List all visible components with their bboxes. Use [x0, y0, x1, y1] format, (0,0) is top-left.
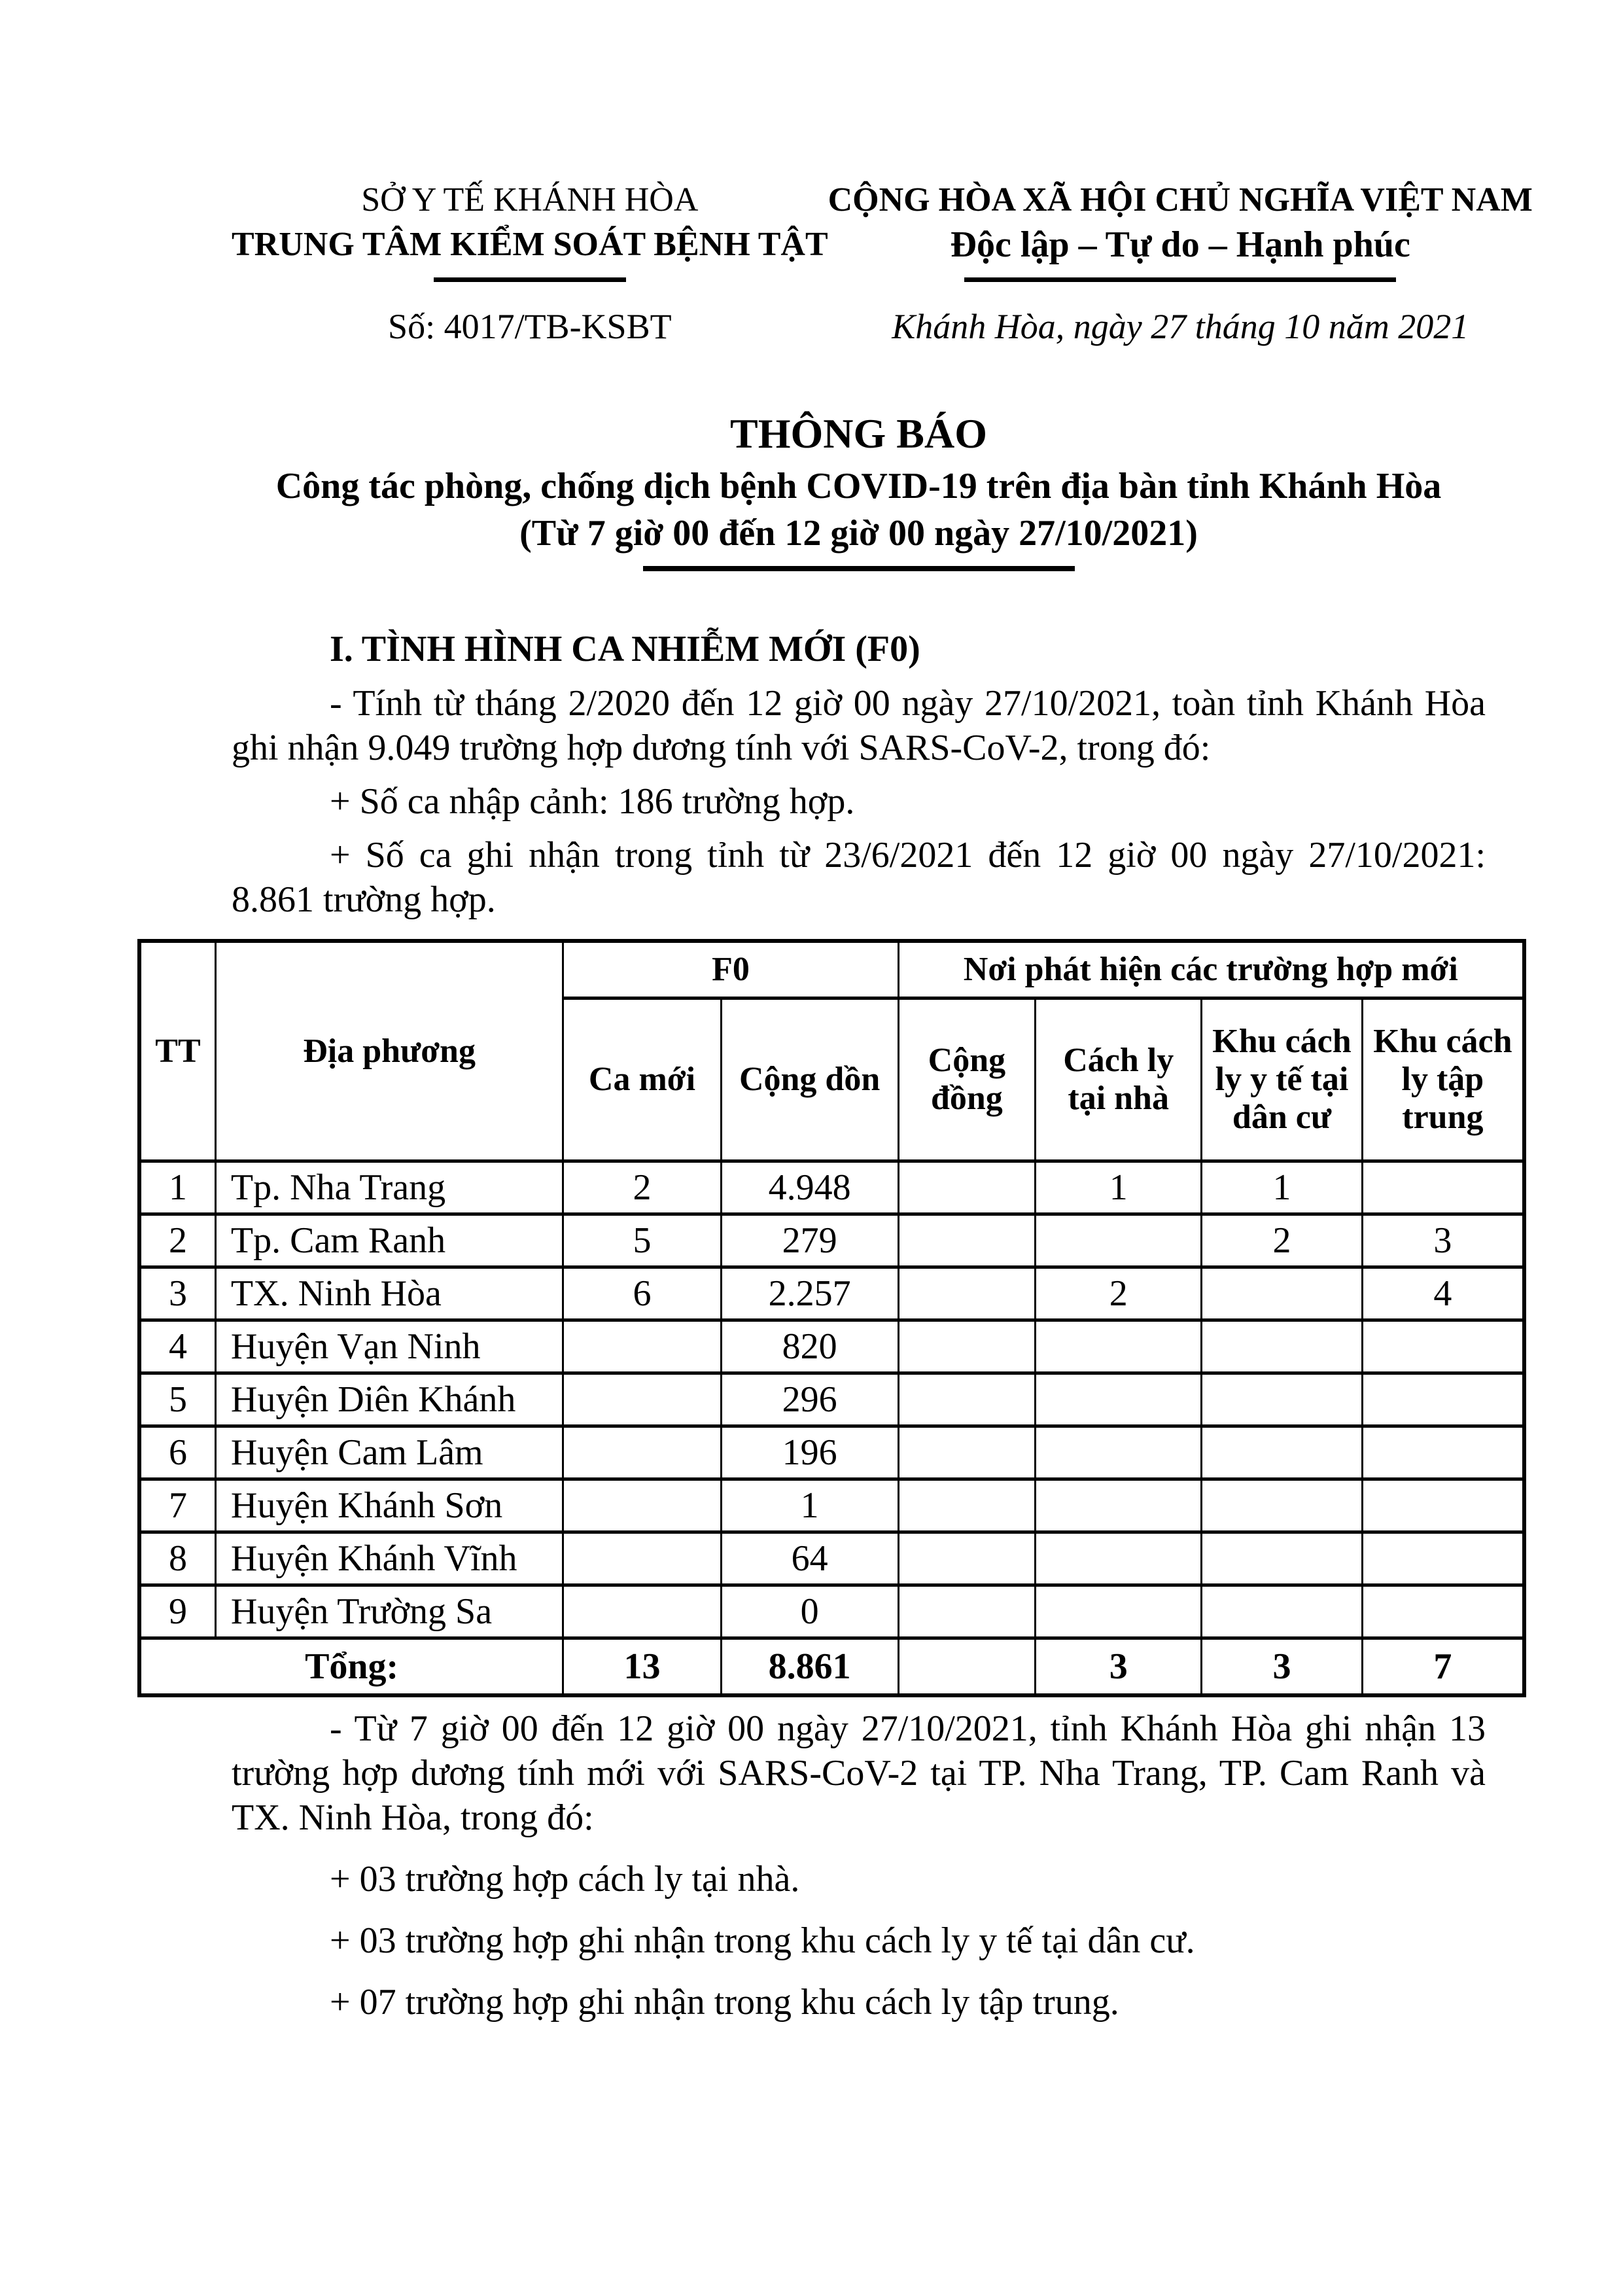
value-cell [898, 1161, 1036, 1214]
national-motto: Độc lập – Tự do – Hạnh phúc [950, 224, 1410, 265]
value-cell [563, 1426, 721, 1479]
value-cell [1036, 1532, 1202, 1585]
value-cell [1362, 1373, 1524, 1426]
value-cell [1362, 1532, 1524, 1585]
table-row [139, 1214, 1524, 1267]
value-cell [898, 1267, 1036, 1320]
national-header-block [828, 178, 1533, 347]
title-block [232, 408, 1486, 571]
district-cell: Huyện Vạn Ninh [215, 1320, 563, 1373]
column-header-concentrated-quarantine: Khu cách ly tập trung [1362, 998, 1524, 1161]
value-cell [898, 1320, 1036, 1373]
column-header-new-cases: Ca mới [563, 998, 721, 1161]
value-cell: 2 [1036, 1267, 1202, 1320]
value-cell [898, 1532, 1036, 1585]
value-cell: 4.948 [721, 1161, 898, 1214]
table-row [139, 1585, 1524, 1638]
district-cell: Huyện Khánh Sơn [215, 1479, 563, 1532]
value-cell: 2.257 [721, 1267, 898, 1320]
value-cell [1202, 1320, 1363, 1373]
row-index-cell: 1 [139, 1161, 215, 1214]
total-concentrated-quarantine: 7 [1362, 1638, 1524, 1696]
total-label: Tổng: [139, 1638, 563, 1696]
value-cell [898, 1373, 1036, 1426]
row-index-cell: 4 [139, 1320, 215, 1373]
table-row [139, 1320, 1524, 1373]
row-index-cell: 5 [139, 1373, 215, 1426]
total-new-cases: 13 [563, 1638, 721, 1696]
section-1-bullet-imported: + Số ca nhập cảnh: 186 trường hợp. [330, 781, 855, 822]
value-cell: 196 [721, 1426, 898, 1479]
column-group-f0: F0 [563, 941, 898, 998]
agency-underline [434, 277, 626, 282]
value-cell: 6 [563, 1267, 721, 1320]
value-cell [1202, 1267, 1363, 1320]
row-index-cell: 7 [139, 1479, 215, 1532]
column-header-district: Địa phương [215, 941, 563, 1161]
value-cell: 64 [721, 1532, 898, 1585]
value-cell [1362, 1585, 1524, 1638]
value-cell [1036, 1479, 1202, 1532]
district-cell: Huyện Cam Lâm [215, 1426, 563, 1479]
column-header-home-quarantine: Cách ly tại nhà [1036, 998, 1202, 1161]
district-cell: Tp. Nha Trang [215, 1161, 563, 1214]
value-cell [898, 1214, 1036, 1267]
row-index-cell: 6 [139, 1426, 215, 1479]
value-cell [1036, 1373, 1202, 1426]
row-index-cell: 9 [139, 1585, 215, 1638]
value-cell [1036, 1426, 1202, 1479]
national-title: CỘNG HÒA XÃ HỘI CHỦ NGHĨA VIỆT NAM [828, 181, 1533, 219]
section-1-bullet-local: + Số ca ghi nhận trong tỉnh từ 23/6/2021 đến 12 giờ 00 ngày 27/10/2021: 8.861 trường hợp. [232, 835, 1486, 920]
district-cell: TX. Ninh Hòa [215, 1267, 563, 1320]
value-cell [1202, 1426, 1363, 1479]
value-cell [1036, 1320, 1202, 1373]
column-header-medical-quarantine-area: Khu cách ly y tế tại dân cư [1202, 998, 1363, 1161]
row-index-cell: 2 [139, 1214, 215, 1267]
value-cell: 2 [1202, 1214, 1363, 1267]
value-cell [1202, 1532, 1363, 1585]
value-cell [1036, 1214, 1202, 1267]
row-index-cell: 8 [139, 1532, 215, 1585]
value-cell [1036, 1585, 1202, 1638]
value-cell: 279 [721, 1214, 898, 1267]
value-cell: 820 [721, 1320, 898, 1373]
value-cell [563, 1373, 721, 1426]
motto-underline [964, 277, 1396, 282]
agency-parent-name: SỞ Y TẾ KHÁNH HÒA [361, 181, 699, 219]
value-cell [1202, 1585, 1363, 1638]
table-body [139, 1161, 1524, 1638]
table-row [139, 1161, 1524, 1214]
summary-bullet-concentrated: + 07 trường hợp ghi nhận trong khu cách ly tập trung. [330, 1982, 1119, 2022]
value-cell: 3 [1362, 1214, 1524, 1267]
row-index-cell: 3 [139, 1267, 215, 1320]
total-cumulative: 8.861 [721, 1638, 898, 1696]
value-cell [1362, 1161, 1524, 1214]
report-period: (Từ 7 giờ 00 đến 12 giờ 00 ngày 27/10/2021) [519, 513, 1198, 554]
table-row [139, 1373, 1524, 1426]
title-underline [643, 566, 1075, 571]
value-cell: 1 [1036, 1161, 1202, 1214]
column-header-tt: TT [139, 941, 215, 1161]
section-1-paragraph: - Tính từ tháng 2/2020 đến 12 giờ 00 ngày 27/10/2021, toàn tỉnh Khánh Hòa ghi nhận 9.049 trường hợp dương tính với SARS-CoV-2, trong đó: [232, 683, 1486, 768]
value-cell [563, 1532, 721, 1585]
column-header-community: Cộng đồng [898, 998, 1036, 1161]
value-cell [563, 1479, 721, 1532]
value-cell: 1 [721, 1479, 898, 1532]
table-row [139, 1532, 1524, 1585]
covid-cases-table [137, 939, 1526, 1697]
document-header [232, 178, 1533, 347]
total-community [898, 1638, 1036, 1696]
table-footer [139, 1638, 1524, 1696]
document-number: Số: 4017/TB-KSBT [388, 307, 672, 346]
value-cell [898, 1479, 1036, 1532]
value-cell [1362, 1426, 1524, 1479]
value-cell [898, 1426, 1036, 1479]
district-cell: Tp. Cam Ranh [215, 1214, 563, 1267]
value-cell: 296 [721, 1373, 898, 1426]
value-cell [563, 1585, 721, 1638]
value-cell [1362, 1479, 1524, 1532]
district-cell: Huyện Diên Khánh [215, 1373, 563, 1426]
total-home-quarantine: 3 [1036, 1638, 1202, 1696]
district-cell: Huyện Trường Sa [215, 1585, 563, 1638]
value-cell [563, 1320, 721, 1373]
district-cell: Huyện Khánh Vĩnh [215, 1532, 563, 1585]
table-header-group-row [139, 941, 1524, 998]
value-cell: 0 [721, 1585, 898, 1638]
total-medical-quarantine: 3 [1202, 1638, 1363, 1696]
column-header-cumulative: Cộng dồn [721, 998, 898, 1161]
summary-paragraph: - Từ 7 giờ 00 đến 12 giờ 00 ngày 27/10/2021, tỉnh Khánh Hòa ghi nhận 13 trường hợp dương tính mới với SARS-CoV-2 tại TP. Nha Trang, TP. Cam Ranh và TX. Ninh Hòa, trong đó: [232, 1708, 1486, 1838]
value-cell [1202, 1479, 1363, 1532]
table-header [139, 941, 1524, 1161]
value-cell: 5 [563, 1214, 721, 1267]
issuing-agency-block [232, 178, 828, 347]
value-cell: 2 [563, 1161, 721, 1214]
table-row [139, 1479, 1524, 1532]
summary-bullet-medical-area: + 03 trường hợp ghi nhận trong khu cách ly y tế tại dân cư. [330, 1920, 1195, 1961]
column-group-detection-place: Nơi phát hiện các trường hợp mới [898, 941, 1524, 998]
table-row [139, 1267, 1524, 1320]
table-row [139, 1426, 1524, 1479]
document-subtitle: Công tác phòng, chống dịch bệnh COVID-19 trên địa bàn tỉnh Khánh Hòa [275, 466, 1442, 506]
table-total-row [139, 1638, 1524, 1696]
agency-name: TRUNG TÂM KIỂM SOÁT BỆNH TẬT [232, 226, 828, 263]
value-cell: 1 [1202, 1161, 1363, 1214]
place-and-date: Khánh Hòa, ngày 27 tháng 10 năm 2021 [892, 307, 1469, 346]
value-cell [1362, 1320, 1524, 1373]
summary-bullet-home: + 03 trường hợp cách ly tại nhà. [330, 1859, 800, 1899]
value-cell: 4 [1362, 1267, 1524, 1320]
value-cell [1202, 1373, 1363, 1426]
document-title: THÔNG BÁO [730, 410, 987, 457]
value-cell [898, 1585, 1036, 1638]
section-1-heading: I. TÌNH HÌNH CA NHIỄM MỚI (F0) [330, 629, 920, 669]
